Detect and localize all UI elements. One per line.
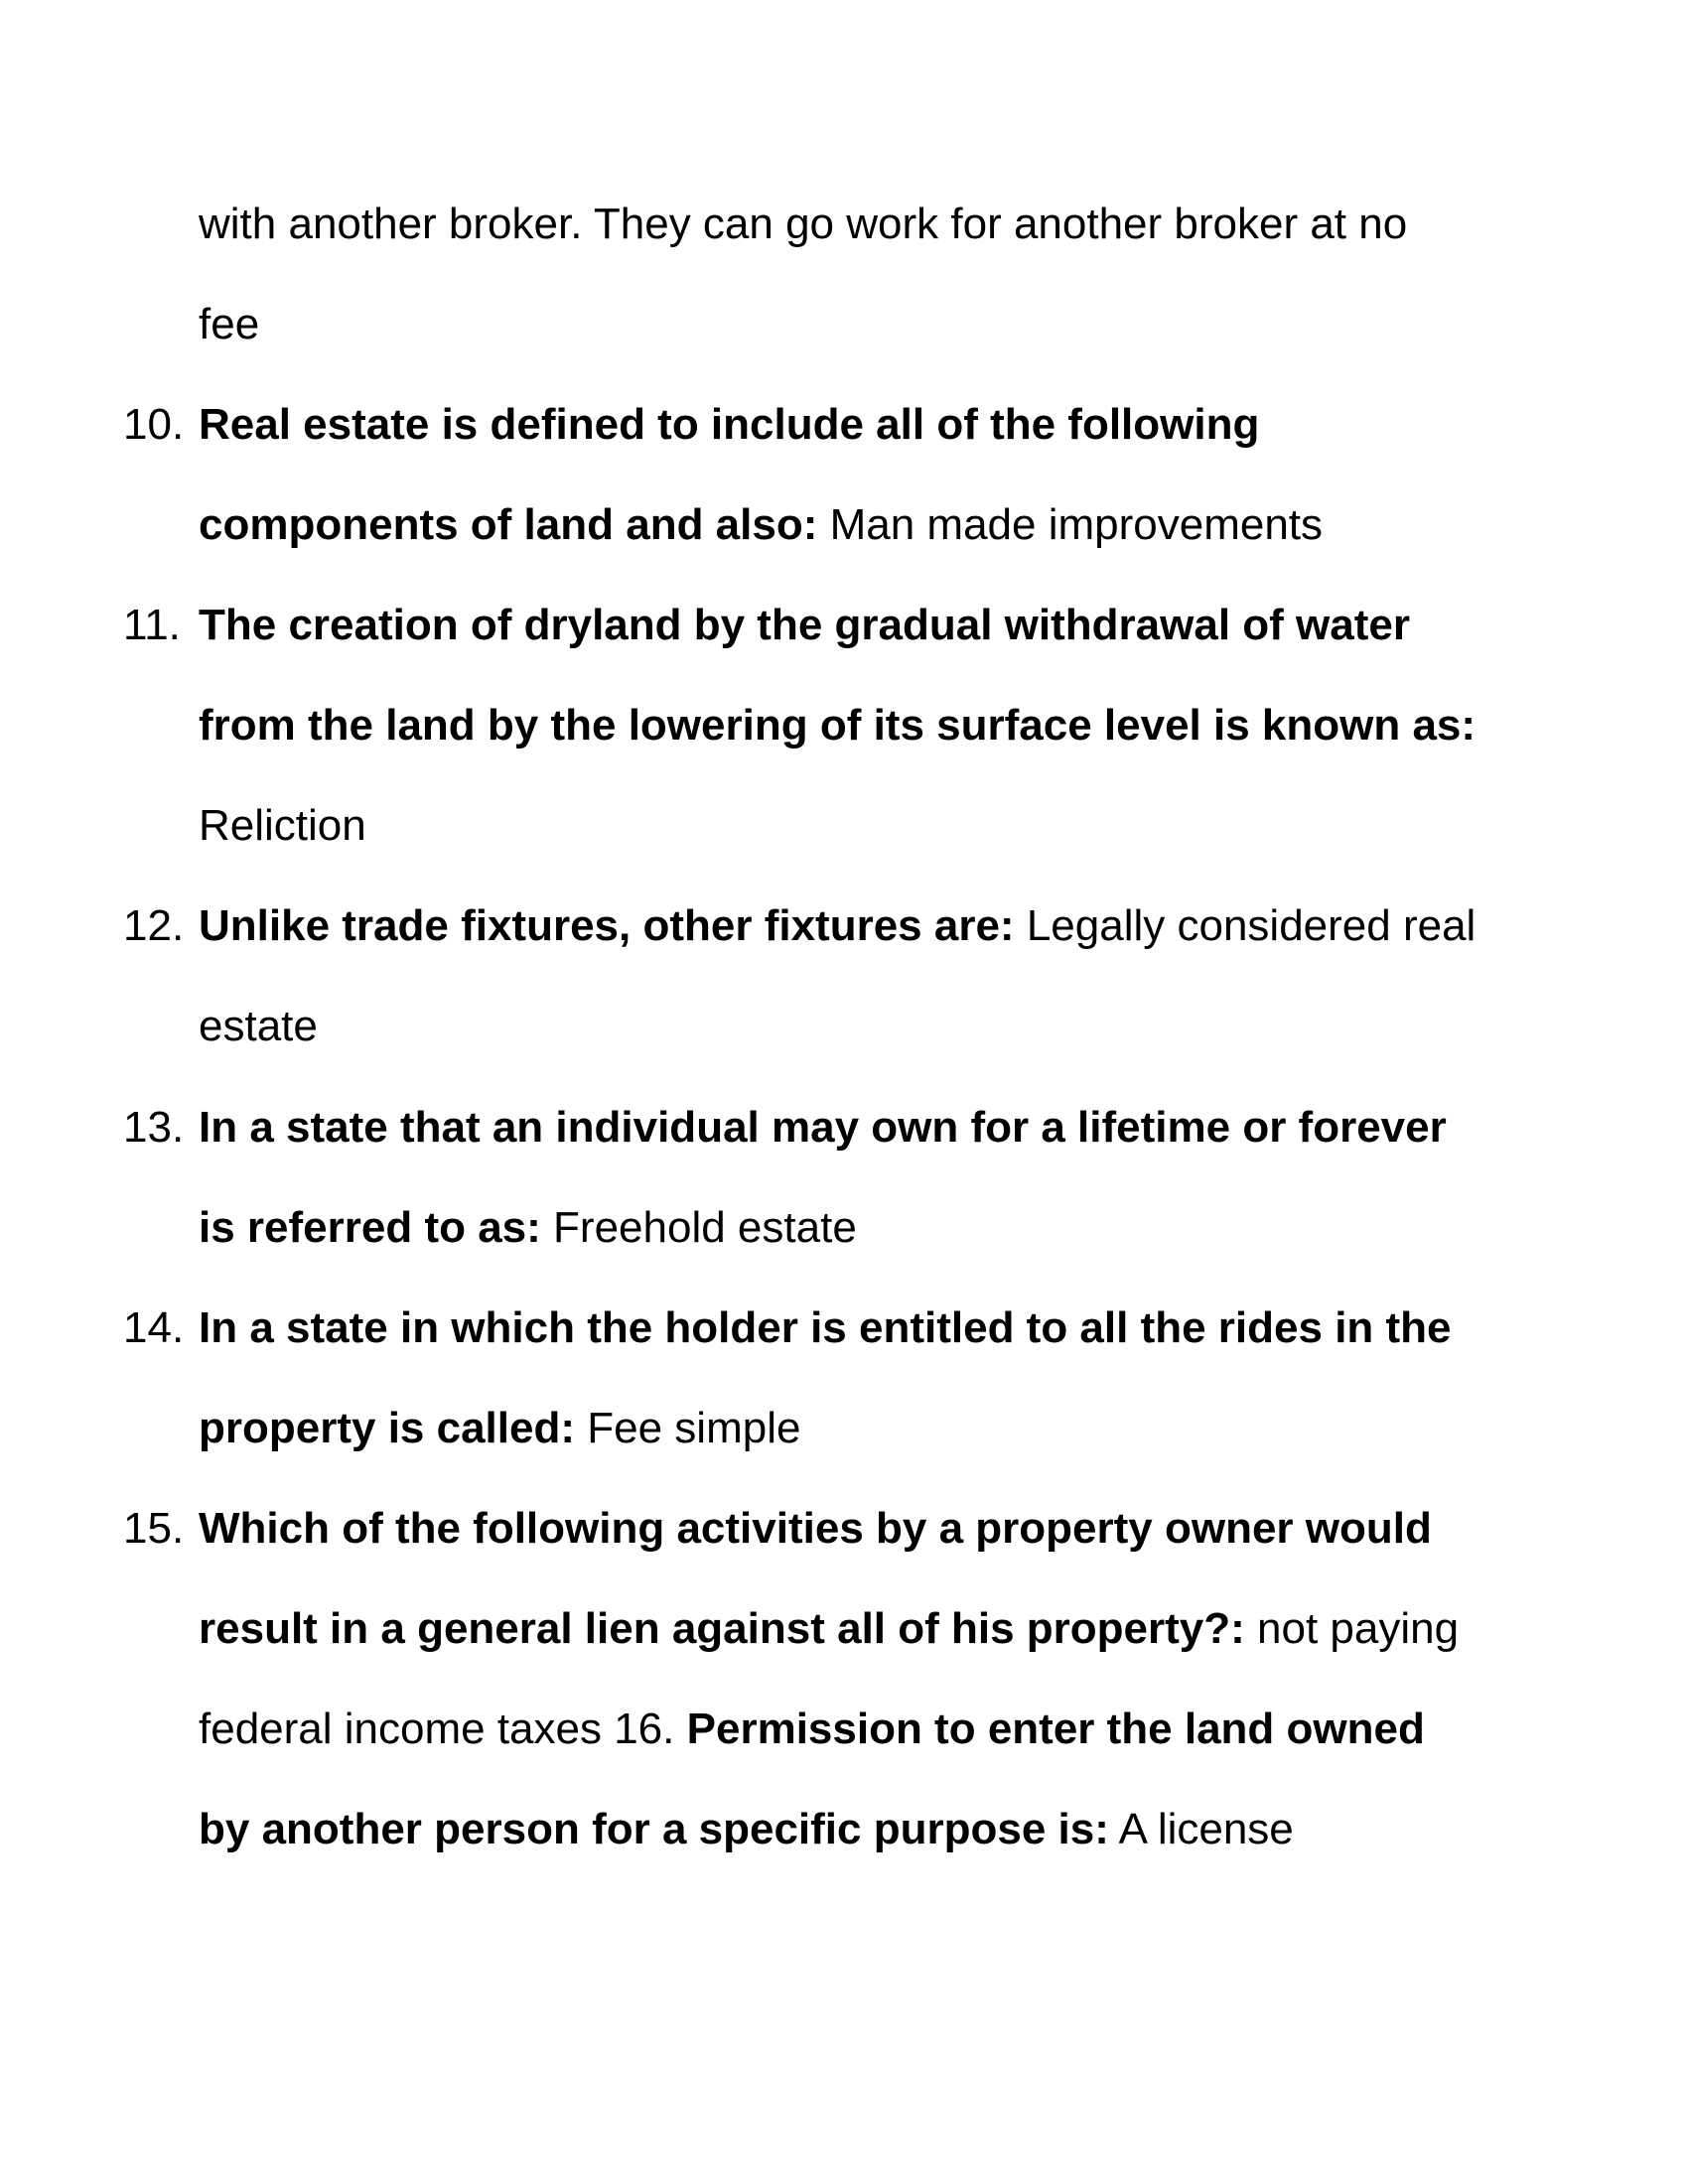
item-11-question-line-2: from the land by the lowering of its surface level is known as: [199,701,1477,750]
item-14-question-line-2: property is called: Fee simple [199,1404,801,1452]
continuation-line-2: fee [199,300,260,348]
item-number-14: 14. [123,1303,185,1352]
item-number-15: 15. [123,1504,185,1553]
item-15-question-line-2: result in a general lien against all of his property?: not paying [199,1604,1460,1653]
continuation-line-1: with another broker. They can go work for another broker at no [199,200,1408,248]
item-10-question-line-2: components of land and also: Man made improvements [199,500,1324,549]
item-13-question-line-1: In a state that an individual may own for a lifetime or forever [199,1103,1447,1152]
item-10-answer: Man made improvements [829,500,1324,549]
item-16-answer: A license [1118,1805,1294,1853]
item-15-answer-line-3 [199,1704,1425,1755]
item-number-11: 11. [123,601,181,649]
item-12-question-line-1: Unlike trade fixtures, other fixtures are: Legally considered real [199,901,1477,950]
item-11-answer: Reliction [199,801,366,850]
item-13-question-line-2: is referred to as: Freehold estate [199,1203,857,1252]
item-number-10: 10. [123,400,185,449]
item-15-answer-part-2: federal income taxes 16. [199,1705,675,1753]
item-16-question-part-1: Permission to enter the land owned [686,1705,1425,1753]
item-12-answer-part-1: Legally considered real [1026,901,1477,950]
item-number-13: 13. [123,1103,185,1152]
item-13-answer: Freehold estate [553,1203,857,1252]
item-10-question-line-1: Real estate is defined to include all of the following [199,400,1260,449]
item-12-answer-line-2: estate [199,1002,318,1050]
item-15-question-line-1: Which of the following activities by a property owner would [199,1504,1432,1553]
item-16-question-line-2: by another person for a specific purpose is: A license [199,1805,1294,1853]
item-14-answer: Fee simple [587,1404,801,1452]
item-15-answer-part-1: not paying [1257,1604,1460,1653]
item-number-12: 12. [123,901,185,950]
item-14-question-line-1: In a state in which the holder is entitled to all the rides in the [199,1303,1452,1352]
item-11-question-line-1: The creation of dryland by the gradual withdrawal of water [199,601,1410,649]
